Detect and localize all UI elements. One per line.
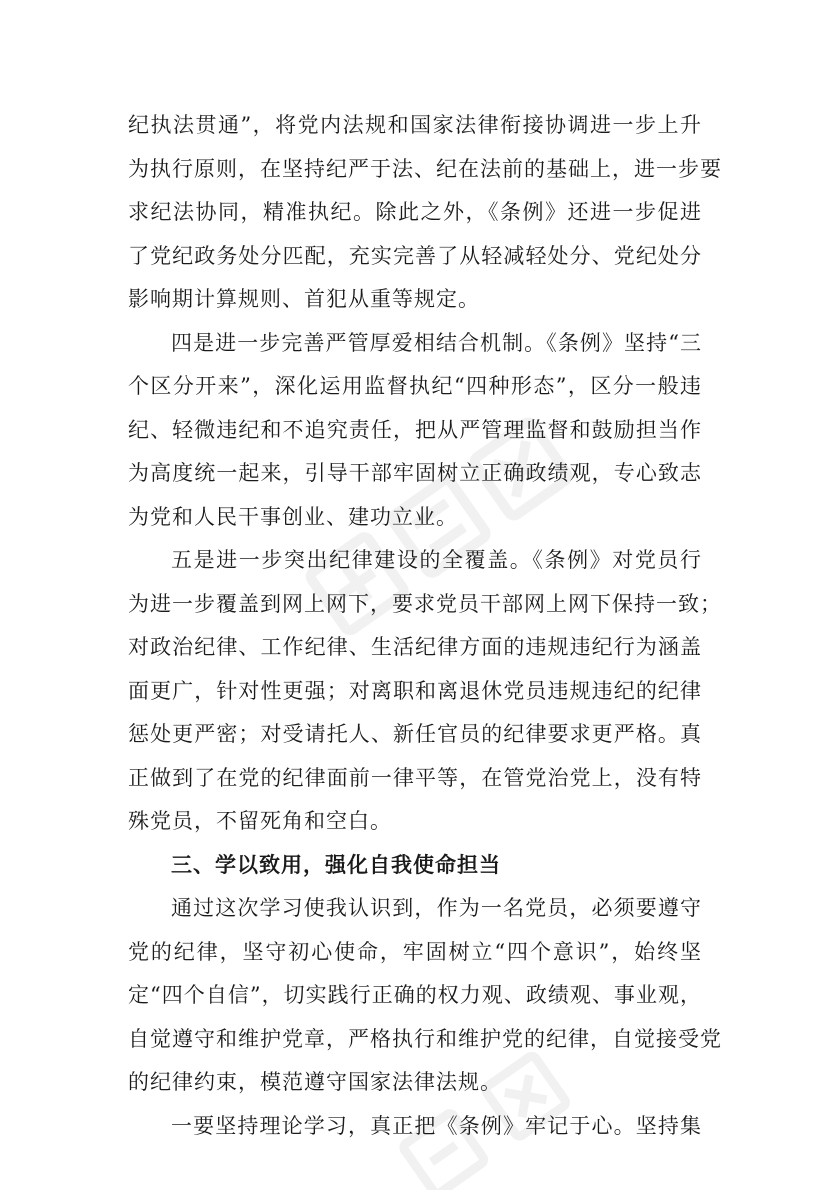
text-line: 求纪法协同，精准执纪。除此之外，《条例》还进一步促进 (128, 200, 702, 224)
text-line: 通过这次学习使我认识到，作为一名党员，必须要遵守 (171, 896, 702, 920)
text-line: 的纪律约束，模范遵守国家法律法规。 (128, 1070, 502, 1094)
text-line: 为高度统一起来，引导干部牢固树立正确政绩观，专心致志 (128, 461, 702, 485)
text-line: 个区分开来”，深化运用监督执纪“四种形态”，区分一般违 (128, 374, 702, 398)
text-line: 四是进一步完善严管厚爱相结合机制。《条例》坚持“三 (171, 330, 702, 355)
text-line: 对政治纪律、工作纪律、生活纪律方面的违规违纪行为涵盖 (128, 635, 702, 659)
text-line: 纪执法贯通”，将党内法规和国家法律衔接协调进一步上升 (128, 113, 702, 137)
text-line: 面更广，针对性更强；对离职和离退休党员违规违纪的纪律 (128, 678, 702, 703)
text-line: 惩处更严密；对受请托人、新任官员的纪律要求更严格。真 (128, 722, 702, 746)
text-line: 一要坚持理论学习，真正把《条例》牢记于心。坚持集 (171, 1113, 702, 1138)
text-line: 党的纪律，坚守初心使命，牢固树立“四个意识”，始终坚 (128, 939, 702, 964)
text-line: 影响期计算规则、首犯从重等规定。 (128, 287, 480, 311)
text-line: 了党纪政务处分匹配，充实完善了从轻减轻处分、党纪处分 (128, 243, 702, 268)
text-line: 殊党员，不留死角和空白。 (128, 809, 392, 833)
text-line: 自觉遵守和维护党章，严格执行和维护党的纪律，自觉接受党 (128, 1026, 722, 1051)
section-heading: 三、学以致用，强化自我使命担当 (171, 852, 501, 877)
text-line: 为党和人民干事创业、建功立业。 (128, 504, 458, 529)
text-line: 为进一步覆盖到网上网下，要求党员干部网上网下保持一致； (128, 591, 722, 616)
text-line: 定“四个自信”，切实践行正确的权力观、政绩观、事业观， (128, 983, 702, 1007)
text-line: 五是进一步突出纪律建设的全覆盖。《条例》对党员行 (171, 548, 702, 572)
text-line: 为执行原则，在坚持纪严于法、纪在法前的基础上，进一步要 (128, 156, 722, 181)
text-line: 正做到了在党的纪律面前一律平等，在管党治党上，没有特 (128, 765, 702, 790)
text-line: 纪、轻微违纪和不追究责任，把从严管理监督和鼓励担当作 (128, 417, 702, 442)
